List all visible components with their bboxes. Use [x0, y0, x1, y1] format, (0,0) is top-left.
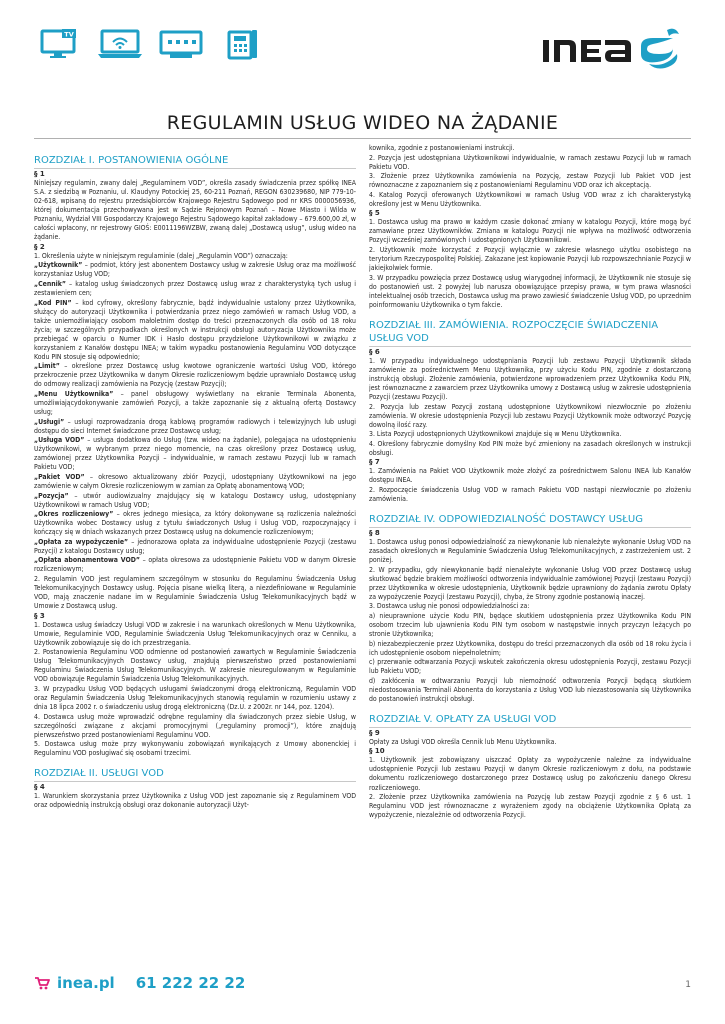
- paragraph-symbol: § 2: [34, 242, 45, 251]
- definition-term: „Limit”: [34, 362, 60, 371]
- paragraph-text: 2. Złożenie przez Użytkownika zamówienia na Pozycję lub zestaw Pozycji zgodnie z § 6 ust. 1 Regulaminu VOD jest równoznaczne z wyrażeniem zgody na obciążenie Użytkownika Opłatą za wypożyczenie, niezależnie od odtworzenia Pozycji.: [369, 793, 691, 820]
- definition-item: [34, 390, 356, 417]
- inea-logo-icon: [541, 24, 681, 70]
- definition-item: [34, 280, 356, 298]
- paragraph-text: 2. Pozycja jest udostępniana Użytkownikowi indywidualnie, w ramach zestawu Pozycji lub w ramach Pakietu VOD.: [369, 153, 691, 171]
- chapter-heading: ROZDZIAŁ II. USŁUGI VOD: [34, 768, 164, 780]
- paragraph-text: 1. Użytkownik jest zobowiązany uiszczać Opłaty za wypożyczenie należne za indywidualne udostępnienie Pozycji lub zestawu Pozycji w danym Okresie rozliczeniowym z dołu, na podstawie dokumentu rozliczeniowego dostarczonego przez Dostawcę usług po zakończeniu danego Okresu rozliczeniowego.: [369, 756, 691, 792]
- paragraph-text: 3. Lista Pozycji udostępnionych Użytkownikowi znajduje się w Menu Użytkownika.: [369, 430, 622, 439]
- paragraph-text: 2. Użytkownik może korzystać z Pozycji wyłącznie w zakresie własnego użytku osobistego na terytorium Rzeczypospolitej Polskiej. Zakazane jest kopiowanie Pozycji lub rozpowszechnianie Pozycji w jakiejkolwiek formie.: [369, 245, 691, 273]
- paragraph-text: 1. W przypadku indywidualnego udostępniania Pozycji lub zestawu Pozycji Użytkownik składa zamówienie za pośrednictwem Menu Użytkownika, przy użyciu Kodu PIN, zgodnie z dostarczoną instrukcją obsługi. Złożenie zamówienia, potwierdzone wprowadzeniem przez Użytkownika Kodu PIN, jest równoznaczne z zawarciem przez Użytkownika umowy z Dostawcą usług w zakresie udostępnienia Pozycji (zestawu Pozycji).: [369, 356, 691, 401]
- definition-text: – panel obsługowy wyświetlany na ekranie Terminala Abonenta, umożliwiającydokonywanie zamówień Pozycji, a także zapoznanie się z aktualną ofertą Dostawcy usług;: [34, 390, 356, 417]
- definition-text: – okres jednego miesiąca, za który dokonywane są rozliczenia należności Użytkownika wobec Dostawcy usług z tytułu świadczonych Usług i Usług VOD, rozpoczynający i kończący się w dniach wskazanych przez Dostawcę usług na dokumencie rozliczeniowym;: [34, 510, 356, 537]
- chapter-divider: [369, 527, 691, 528]
- definition-text: – określone przez Dostawcę usług kwotowe ograniczenie wartości Usług VOD, którego przekroczenie przez Użytkownika w danym Okresie rozliczeniowym będzie uprawniało Dostawcę usług do odmowy realizacji zamówienia na Pozycję (zestaw Pozycji);: [34, 362, 356, 389]
- paragraph-text: 1. Dostawca usług świadczy Usługi VOD w zakresie i na warunkach określonych w Menu Użytkownika, Umowie, Regulaminie VOD, Regulaminie Świadczenia Usług Telekomunikacyjnych oraz w Cenniku, a Użytkownik zobowiązuje się do ich przestrzegania.: [34, 620, 356, 647]
- paragraph-text: 2. Postanowienia Regulaminu VOD odmienne od postanowień zawartych w Regulaminie Świadczenia Usług Telekomunikacyjnych Dostawcy usług, znajdują pierwszeństwo przed postanowieniami Regulaminu Świadczenia Usług Telekomunikacyjnych. W zakresie nieuregulowanym w Regulaminie VOD obowiązuje Regulamin Świadczenia Usług Telekomunikacyjnych.: [34, 648, 356, 684]
- chapter-divider: [369, 346, 691, 347]
- definition-term: „Opłata abonamentowa VOD”: [34, 556, 140, 565]
- definition-item: [34, 492, 356, 510]
- paragraph-text: 3. W przypadku Usług VOD będących usługami świadczonymi drogą elektroniczną, Regulamin VOD oraz Regulamin Świadczenia Usług Telekomunikacyjnych stanowią regulamin w rozumieniu ustawy z dnia 18 lipca 2002 r. o świadczeniu usług drogą elektroniczną (Dz.U. z 2002r. nr 144, poz. 1204).: [34, 684, 356, 712]
- paragraph-text: 2. W przypadku, gdy niewykonanie bądź nienależyte wykonanie Usług VOD przez Dostawcę usług skutkować będzie brakiem możliwości odtworzenia indywidualnie zamówionej Pozycji (zestawu Pozycji) przez Użytkownika w okresie udostępnienia, Użytkownik będzie uprawniony do żądania zwrotu Opłaty za wypożyczenie Pozycji (zestawu Pozycji), chyba, że Strony zgodnie postanowią inaczej.: [369, 565, 691, 601]
- paragraph-text: 4. Dostawca usług może wprowadzić odrębne regulaminy dla świadczonych przez siebie Usług, w szczególności związane z akcjami promocyjnymi („regulaminy promocji”), które znajdują pierwszeństwo przed postanowieniami Regulaminu VOD.: [34, 712, 356, 739]
- service-icons: [34, 28, 269, 60]
- definition-term: „Usługi”: [34, 417, 65, 426]
- paragraph-text: d) zakłócenia w odtwarzaniu Pozycji lub niemożność odtworzenia Pozycji będącą skutkiem niedostosowania Terminali Abonenta do korzystania z Usług VOD lub niezastosowania się Użytkownika do postanowień instrukcji obsługi.: [369, 676, 691, 703]
- paragraph-text: Opłaty za Usługi VOD określa Cennik lub Menu Użytkownika.: [369, 737, 557, 746]
- right-column: [369, 144, 691, 952]
- paragraph-text: 4. Określony fabrycznie domyślny Kod PIN może być zmieniony na zasadach określonych w instrukcji obsługi.: [369, 439, 691, 457]
- definition-item: [34, 473, 356, 491]
- tv-label: TV: [64, 30, 74, 39]
- definition-item: [34, 510, 356, 537]
- paragraph-symbol: § 5: [369, 209, 380, 218]
- paragraph-list: [369, 218, 691, 309]
- definition-text: – katalog usług świadczonych przez Dostawcę usług wraz z charakterystyką tych usług i zestawieniem cen;: [34, 279, 356, 298]
- telephone-icon: [217, 28, 269, 60]
- chapter-divider: [369, 727, 691, 728]
- definition-text: – okresowo aktualizowany zbiór Pozycji, udostępniany Użytkownikowi na jego zamówienie w całym Okresie rozliczeniowym w zamian za Opłatę abonamentową VOD;: [34, 472, 356, 490]
- paragraph-list: [369, 467, 691, 504]
- paragraph-symbol: § 4: [34, 783, 45, 792]
- paragraph-symbol: § 1: [34, 170, 45, 178]
- paragraph-list: [369, 144, 691, 209]
- chapter-heading: ROZDZIAŁ V. OPŁATY ZA USŁUGI VOD: [369, 713, 557, 725]
- paragraph-text: 2. Pozycja lub zestaw Pozycji zostaną udostępnione Użytkownikowi niezwłocznie po złożeniu zamówienia. W okresie udostępnienia Pozycji lub zestawu Pozycji Użytkownik może odtworzyć Pozycję dowolną ilość razy.: [369, 402, 691, 429]
- chapter-divider: [34, 781, 356, 782]
- paragraph-symbol: § 10: [369, 747, 385, 756]
- paragraph-text: 3. Złożenie przez Użytkownika zamówienia na Pozycję, zestaw Pozycji lub Pakiet VOD jest równoznaczne z zapoznaniem się z postanowieniami Regulaminu VOD oraz ich akceptacją.: [369, 172, 691, 190]
- laptop-wifi-icon: [95, 28, 147, 60]
- paragraph-text: 3. W przypadku powzięcia przez Dostawcę usług wiarygodnej informacji, że Użytkownik nie stosuje się do postanowień ust. 2 powyżej lub narusza obowiązujące przepisy prawa, w tym prawa własności intelektualnej osób trzecich, Dostawca usług ma prawo zawiesić świadczenie Usług VOD, po uprzednim poinformowaniu Użytkownika o tym fakcie.: [369, 273, 691, 309]
- left-column: [34, 144, 356, 952]
- paragraph-text: Niniejszy regulamin, zwany dalej „Regulaminem VOD”, określa zasady świadczenia przez spółkę INEA S.A. z siedzibą w Poznaniu, ul. Klaudyny Potockiej 25, 60-211 Poznań, REGON 630239680, NIP 779-10-02-618, wpisaną do rejestru przedsiębiorców Krajowego Rejestru Sądowego pod nr KRS 0000056936, której dokumentacja przechowywana jest w Sądzie Rejonowym Poznań – Nowe Miasto i Wilda w Poznaniu, Wydział VIII Gospodarczy Krajowego Rejestru Sądowego kapitał zakładowy – 679.600,00 zł, w całości wpłacony, nr rejestrowy GIOŚ: E0011196WZBW, zwaną dalej „Dostawcą usług”, usług wideo na żądanie.: [34, 179, 356, 242]
- definition-term: „Cennik”: [34, 279, 66, 288]
- paragraph-text: 2. Rozpoczęcie świadczenia Usług VOD w ramach Pakietu VOD nastąpi niezwłocznie po złożeniu zamówienia.: [369, 485, 691, 503]
- page-number: 1: [685, 980, 691, 990]
- paragraph-text: 3. Dostawca usług nie ponosi odpowiedzialności za:: [369, 602, 530, 611]
- chapter-heading: ROZDZIAŁ III. ZAMÓWIENIA. ROZPOCZĘCIE ŚWIADCZENIA USŁUG VOD: [369, 319, 659, 344]
- paragraph-symbol: § 6: [369, 347, 380, 356]
- definition-text: – kod cyfrowy, określony fabrycznie, bądź indywidualnie ustalony przez Użytkownika, służący do autoryzacji Użytkownika i potwierdzania przez niego zamówień w ramach Usług VOD, a także uniemożliwiający osobom małoletnim dostęp do treści przeznaczonych dla osób od 18 roku życia; w szczególnych przypadkach określonych w instrukcji obsługi autoryzacja Użytkownika może przebiegać w oparciu o Numer IDK i Hasło dostępu przydzielone Użytkownikowi w związku z korzystaniem z Kanałów dostępu INEA; w takim wypadku postanowienia Regulaminu VOD dotyczące Kodu PIN stosuje się odpowiednio;: [34, 298, 356, 361]
- definition-text: – jednorazowa opłata za indywidualne udostępnienie Pozycji (zestawu Pozycji) z katalogu Dostawcy usług;: [34, 537, 356, 555]
- paragraph-text: 1. Dostawca usług ma prawo w każdym czasie dokonać zmiany w katalogu Pozycji, które mogą być zamawiane przez Użytkowników. Zmiana w katalogu Pozycji nie wpływa na możliwość odtworzenia Pozycji wcześniej zamówionych i udostępnionych Użytkownikowi.: [369, 218, 691, 245]
- shopping-cart-icon: [34, 976, 50, 990]
- router-icon: [156, 28, 208, 60]
- definition-term: „Pozycja”: [34, 491, 69, 500]
- definition-term: „Pakiet VOD”: [34, 472, 85, 481]
- paragraph-symbol: § 3: [34, 611, 45, 620]
- paragraph-list: [369, 756, 691, 820]
- paragraph-text: 1. Określenia użyte w niniejszym regulaminie (dalej „Regulamin VOD”) oznaczają:: [34, 251, 288, 260]
- chapter-heading: ROZDZIAŁ IV. ODPOWIEDZIALNOŚĆ DOSTAWCY USŁUG: [369, 514, 643, 525]
- definition-item: [34, 436, 356, 472]
- paragraph-text: 1. Dostawca usług ponosi odpowiedzialność za niewykonanie lub nienależyte wykonanie Usług VOD na zasadach określonych w Regulaminie Świadczenia Usług Telekomunikacyjnych, z zastrzeżeniem ust. 2 poniżej.: [369, 538, 691, 565]
- chapter-heading: ROZDZIAŁ I. POSTANOWIENIA OGÓLNE: [34, 155, 229, 166]
- paragraph-text: a) nieuprawnione użycie Kodu PIN, będące skutkiem udostępnienia przez Użytkownika Kodu PIN osobom trzecim lub ujawnienia Kodu PIN tym osobom w następstwie innych przyczyn leżących po stronie Użytkownika;: [369, 611, 691, 638]
- paragraph-text: 4. Katalog Pozycji oferowanych Użytkownikowi w ramach Usług VOD wraz z ich charakterystyką określony jest w Menu Użytkownika.: [369, 190, 691, 208]
- paragraph-text: b) niezabezpieczenie przez Użytkownika, dostępu do treści przeznaczonych dla osób od 18 roku życia i ich udostępnienie osobom niepełnoletnim;: [369, 639, 691, 657]
- paragraph-list: [34, 621, 356, 759]
- paragraph-list: [369, 538, 691, 704]
- definition-text: – usługa dodatkowa do Usług (tzw. wideo na żądanie), polegająca na udostępnieniu Użytkownikowi, w wybranym przez niego momencie, na czas określony przez Dostawcę usług, zamówionej przez Użytkownika Pozycji – indywidualnie, w ramach zestawu Pozycji lub w ramach Pakietu VOD;: [34, 436, 356, 472]
- phone-number[interactable]: 61 222 22 22: [135, 974, 246, 992]
- paragraph-symbol: § 8: [369, 529, 380, 537]
- definition-term: „Opłata za wypożyczenie”: [34, 537, 129, 546]
- document-body: [34, 144, 691, 952]
- tv-icon: [34, 28, 86, 60]
- paragraph-text: 2. Regulamin VOD jest regulaminem szczególnym w stosunku do Regulaminu Świadczenia Usług Telekomunikacyjnych Dostawcy usług. Pojęcia pisane wielką literą, a niezdefiniowane w Regulaminie VOD, mają znaczenie nadane im w Regulaminie Świadczenia Usług Telekomunikacyjnych bądź w Umowie z Dostawcą usług.: [34, 574, 356, 611]
- definition-term: „Użytkownik”: [34, 261, 83, 270]
- definition-term: „Okres rozliczeniowy”: [34, 510, 114, 519]
- definition-item: [34, 261, 356, 279]
- paragraph-list: [369, 357, 691, 458]
- definition-text: – usługi rozprowadzania drogą kablową programów radiowych i telewizyjnych lub usługi dostępu do sieci Internet świadczone przez Dostawcę usług;: [34, 417, 356, 435]
- definition-item: [34, 299, 356, 362]
- definition-item: [34, 362, 356, 389]
- paragraph-symbol: § 9: [369, 728, 380, 737]
- definition-text: – opłata okresowa za udostępnienie Pakietu VOD w danym Okresie rozliczeniowym;: [34, 556, 356, 574]
- chapter-divider: [34, 168, 356, 169]
- definition-term: „Usługa VOD”: [34, 436, 85, 445]
- definition-term: „Kod PIN”: [34, 298, 72, 307]
- footer: [34, 974, 245, 992]
- page-title: REGULAMIN USŁUG WIDEO NA ŻĄDANIE: [166, 112, 559, 134]
- website-link[interactable]: inea.pl: [57, 974, 115, 992]
- definition-item: [34, 538, 356, 556]
- paragraph-text: 1. Zamówienia na Pakiet VOD Użytkownik może złożyć za pośrednictwem Salonu INEA lub Kanałów dostępu INEA.: [369, 467, 691, 485]
- paragraph-text: 5. Dostawca usług może przy wykonywaniu zobowiązań wynikających z Umowy abonenckiej i Regulaminu VOD posługiwać się osobami trzecimi.: [34, 740, 356, 758]
- definition-item: [34, 556, 356, 574]
- paragraph-text: kownika, zgodnie z postanowieniami instrukcji.: [369, 144, 515, 152]
- paragraph-text: c) przerwanie odtwarzania Pozycji wskutek zakończenia okresu udostępnienia Pozycji, zestawu Pozycji lub Pakietu VOD;: [369, 658, 691, 676]
- paragraph-symbol: § 7: [369, 458, 380, 467]
- definition-item: [34, 418, 356, 436]
- definition-term: „Menu Użytkownika”: [34, 390, 114, 399]
- title-divider: [34, 138, 691, 139]
- definition-text: – podmiot, który jest abonentem Dostawcy usług w zakresie Usług oraz ma możliwość korzystaniaz Usług VOD;: [34, 261, 356, 279]
- paragraph-text: 1. Warunkiem skorzystania przez Użytkownika z Usług VOD jest zapoznanie się z Regulaminem VOD oraz odpowiednią instrukcją obsługi oraz dokonanie autoryzacji Użyt-: [34, 792, 356, 810]
- definition-text: – utwór audiowizualny znajdujący się w katalogu Dostawcy usług, udostępniany Użytkownikowi w ramach Usług VOD;: [34, 491, 356, 509]
- definitions-list: [34, 261, 356, 574]
